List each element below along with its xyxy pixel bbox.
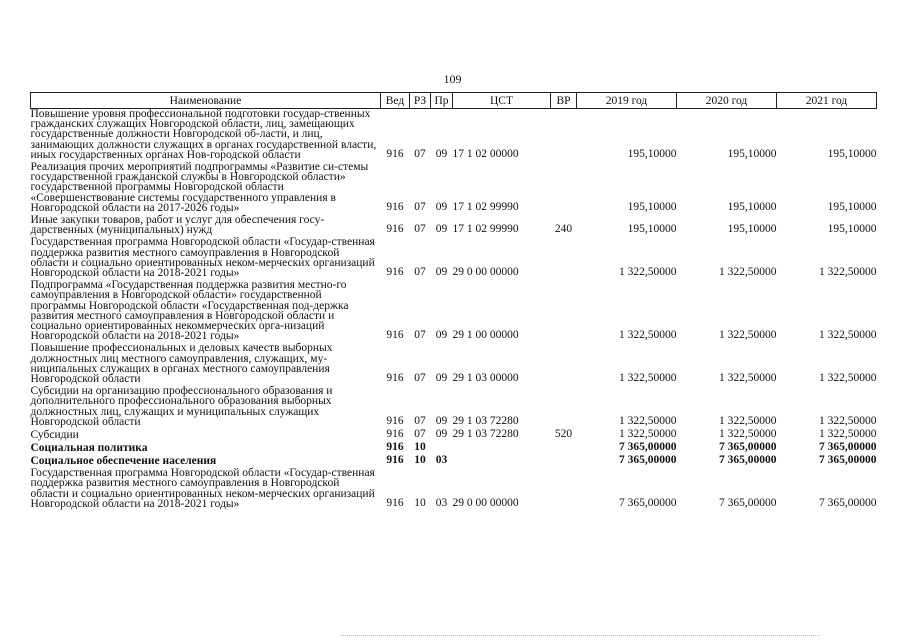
cell-vr [551,278,577,341]
cell-name: Повышение профессиональных и деловых качеств выборных должностных лиц местного самоуправления, служащих, му-ниципальных служащих в органах местного самоуправления Новгородской области [30,342,333,386]
col-header-rz: РЗ [410,93,431,109]
cell-rz: 07 [414,201,426,214]
cell-vr: 240 [554,223,573,236]
cell-rz: 10 [414,496,426,509]
cell-2019: 1 322,50000 [619,428,677,441]
cell-ved: 916 [386,454,404,467]
cell-ved: 916 [386,372,404,385]
cell-ved: 916 [386,266,404,279]
cell-rz: 07 [414,415,426,428]
cell-vr [551,341,577,384]
table-row [31,466,877,509]
cell-pr: 09 [435,148,448,161]
cell-pr: 09 [435,329,448,342]
cell-cst: 29 1 00 00000 [452,329,519,342]
cell-ved: 916 [386,428,404,441]
cell-vr [551,235,577,278]
table-row [31,160,877,213]
table-row [31,278,877,341]
cell-2021: 195,10000 [827,148,877,161]
table-row [31,341,877,384]
cell-name: Подпрограмма «Государственная поддержка развития местно-го самоуправления в Новгородской области» государственной программы Новгородской области «Государственная под-держка развития местного самоуправления в Новгородской области и социально ориентированных некоммерческих орга-низаций Новгородской области на 2018-2021 годы» [30,279,349,343]
cell-rz: 10 [414,441,426,454]
cell-2019: 195,10000 [627,201,677,214]
col-header-pr: Пр [431,93,453,109]
cell-2020: 7 365,00000 [719,454,777,467]
cell-cst [453,440,551,453]
cell-2021: 1 322,50000 [819,415,877,428]
cell-pr: 09 [435,201,448,214]
cell-pr [431,440,453,453]
cell-vr [551,384,577,427]
cell-2019: 7 365,00000 [619,454,677,467]
cell-cst [453,453,551,466]
cell-ved: 916 [386,441,404,454]
table-row [31,453,877,466]
cell-2021: 7 365,00000 [819,454,877,467]
col-header-vr: ВР [551,93,577,109]
cell-2020: 7 365,00000 [719,496,777,509]
cell-name: Социальное обеспечение населения [30,454,217,467]
cell-2021: 1 322,50000 [819,266,877,279]
col-header-2020: 2020 год [677,93,777,109]
cell-rz: 07 [414,428,426,441]
cell-name: Государственная программа Новгородской области «Государ-ственная поддержка развития местного самоуправления в Новгородской области и социально ориентированных неком-мерческих организаций Новгородской области на 2018-2021 годы» [30,467,375,510]
page-number: 109 [443,72,462,86]
cell-2020: 1 322,50000 [719,266,777,279]
cell-2021: 1 322,50000 [819,329,877,342]
cell-vr [551,453,577,466]
cell-2020: 1 322,50000 [719,428,777,441]
cell-ved: 916 [386,329,404,342]
cell-rz: 07 [414,223,426,236]
cell-2019: 1 322,50000 [619,329,677,342]
cell-2020: 7 365,00000 [719,441,777,454]
col-header-2019: 2019 год [577,93,677,109]
cell-2020: 195,10000 [727,201,777,214]
table-header [31,93,877,109]
cell-name: Иные закупки товаров, работ и услуг для обеспечения госу-дарственных (муниципальных) нужд [30,214,325,237]
cell-vr [551,440,577,453]
cell-2021: 195,10000 [827,223,877,236]
cell-rz: 10 [414,454,426,467]
cell-cst: 29 1 03 00000 [452,372,519,385]
table-row [31,440,877,453]
cell-2020: 1 322,50000 [719,329,777,342]
cell-cst: 29 1 03 72280 [452,428,519,441]
cell-cst: 17 1 02 99990 [452,201,519,214]
scan-artifact-line [340,635,820,640]
cell-vr [551,466,577,509]
cell-2021: 1 322,50000 [819,428,877,441]
cell-name: Субсидии на организацию профессионального образования и дополнительного профессионального образования выборных должностных лиц, служащих и муниципальных служащих Новгородской области [30,385,333,428]
cell-name: Реализация прочих мероприятий подпрограммы «Развитие си-стемы государственной гражданской службы в Новгородской области» государственной программы Новгородской области «Совершенствование системы государственного управления в Новгородской области на 2017-2026 годы» [30,161,369,214]
cell-ved: 916 [386,415,404,428]
col-header-ved: Вед [381,93,410,109]
col-header-2021: 2021 год [777,93,877,109]
budget-table [30,92,877,509]
cell-cst: 17 1 02 00000 [452,148,519,161]
cell-2021: 7 365,00000 [819,496,877,509]
cell-name: Повышение уровня профессиональной подготовки государ-ственных гражданских служащих Новгородской области, лиц, замещающих государственные должности Новгородской об-ласти, и лиц, занимающих должности служащих в органах государственной власти, иных государственных органах Нов-городской области [30,108,377,161]
table-row [31,109,877,161]
col-header-cst: ЦСТ [453,93,551,109]
cell-2019: 195,10000 [627,223,677,236]
cell-name: Социальная политика [30,441,148,454]
cell-rz: 07 [414,329,426,342]
cell-2020: 195,10000 [727,223,777,236]
cell-2019: 1 322,50000 [619,372,677,385]
cell-name: Субсидии [30,428,79,441]
table-row [31,384,877,427]
table-row [31,213,877,235]
cell-2019: 1 322,50000 [619,266,677,279]
cell-ved: 916 [386,148,404,161]
table-row [31,235,877,278]
cell-pr: 09 [435,415,448,428]
cell-ved: 916 [386,223,404,236]
cell-vr: 520 [554,428,573,441]
cell-pr: 03 [435,454,448,467]
col-header-name: Наименование [31,93,381,109]
cell-cst: 29 0 00 00000 [452,266,519,279]
cell-rz: 07 [414,372,426,385]
cell-2020: 1 322,50000 [719,415,777,428]
cell-vr [551,160,577,213]
cell-ved: 916 [386,496,404,509]
cell-name: Государственная программа Новгородской области «Государ-ственная поддержка развития местного самоуправления в Новгородской области и социально ориентированных неком-мерческих организаций Новгородской области на 2018-2021 годы» [30,236,375,280]
cell-vr [551,109,577,161]
cell-pr: 09 [435,266,448,279]
cell-2020: 195,10000 [727,148,777,161]
cell-cst: 29 1 03 72280 [452,415,519,428]
cell-cst: 17 1 02 99990 [452,223,519,236]
table-row [31,427,877,440]
cell-rz: 07 [414,148,426,161]
cell-2019: 7 365,00000 [619,441,677,454]
cell-rz: 07 [414,266,426,279]
cell-2019: 195,10000 [627,148,677,161]
cell-ved: 916 [386,201,404,214]
cell-2021: 7 365,00000 [819,441,877,454]
cell-pr: 09 [435,428,448,441]
cell-2020: 1 322,50000 [719,372,777,385]
cell-2019: 1 322,50000 [619,415,677,428]
cell-2021: 195,10000 [827,201,877,214]
cell-pr: 09 [435,223,448,236]
cell-2021: 1 322,50000 [819,372,877,385]
cell-2019: 7 365,00000 [619,496,677,509]
cell-pr: 09 [435,372,448,385]
cell-pr: 03 [435,496,448,509]
cell-cst: 29 0 00 00000 [452,496,519,509]
